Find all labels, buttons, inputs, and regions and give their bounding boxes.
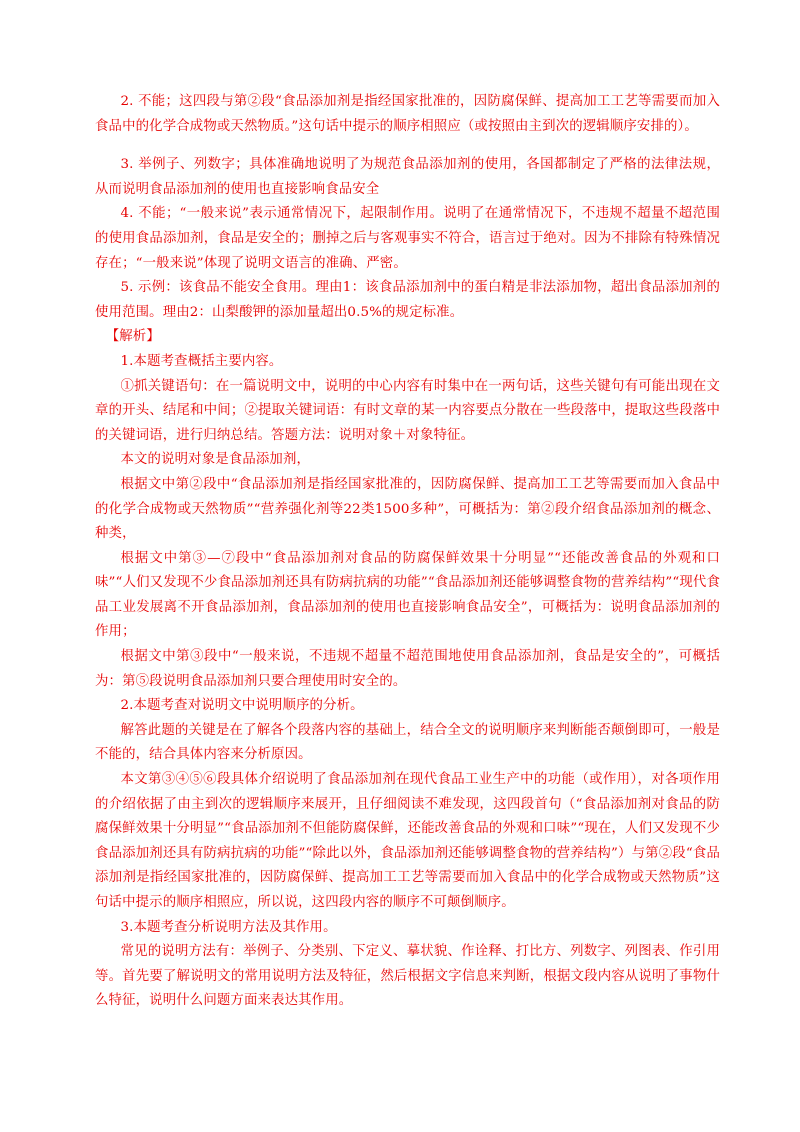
answer-4: 4. 不能；“一般来说”表示通常情况下，起限制作用。说明了在通常情况下，不违规不超量不超范围的使用食品添加剂，食品是安全的；删掉之后与客观事实不符合，语言过于绝对。因为不排除有特殊情况存在；“一般来说”体现了说明文语言的准确、严密。 — [95, 206, 720, 271]
analysis-paragraph: 3.本题考查分析说明方法及其作用。 — [120, 919, 337, 935]
analysis-paragraph: 本文的说明对象是食品添加剂， — [120, 452, 311, 468]
answer-5: 5. 示例：该食品不能安全食用。理由1：该食品添加剂中的蛋白精是非法添加物，超出食品添加剂的使用范围。理由2：山梨酸钾的添加量超出0.5%的规定标准。 — [95, 280, 720, 320]
analysis-paragraph: 2.本题考查对说明文中说明顺序的分析。 — [120, 698, 364, 714]
paragraph-gap — [95, 139, 720, 153]
analysis-paragraph: 1.本题考查概括主要内容。 — [120, 353, 283, 369]
analysis-paragraph: 常见的说明方法有：举例子、分类别、下定义、摹状貌、作诠释、打比方、列数字、列图表、作引用等。首先要了解说明文的常用说明方法及特征，然后根据文字信息来判断，根据文段内容从说明了事物什么特征，说明什么问题方面来表达其作用。 — [95, 944, 720, 1009]
analysis-paragraph: 解答此题的关键是在了解各个段落内容的基础上，结合全文的说明顺序来判断能否颠倒即可，一般是不能的，结合具体内容来分析原因。 — [95, 722, 720, 763]
analysis-paragraph: 根据文中第②段中“食品添加剂是指经国家批准的，因防腐保鲜、提高加工工艺等需要而加入食品中的化学合成物或天然物质”“营养强化剂等22类1500多种”，可概括为：第②段介绍食品添加剂的概念、种类， — [95, 476, 720, 542]
analysis-paragraph: 根据文中第③段中“一般来说，不违规不超量不超范围地使用食品添加剂，食品是安全的”，可概括为：第⑤段说明食品添加剂只要合理使用时安全的。 — [95, 649, 720, 689]
answer-content — [95, 90, 720, 1014]
analysis-paragraph: 根据文中第③—⑦段中“食品添加剂对食品的防腐保鲜效果十分明显”“还能改善食品的外观和口味”“人们又发现不少食品添加剂还具有防病抗病的功能”“食品添加剂还能够调整食物的营养结构”“现代食品工业发展离不开食品添加剂，食品添加剂的使用也直接影响食品安全”，可概括为：说明食品添加剂的作用； — [95, 550, 720, 640]
answer-3: 3. 举例子、列数字；具体准确地说明了为规范食品添加剂的使用，各国都制定了严格的法律法规，从而说明食品添加剂的使用也直接影响食品安全 — [95, 157, 720, 197]
answer-2: 2. 不能；这四段与第②段“食品添加剂是指经国家批准的，因防腐保鲜、提高加工工艺等需要而加入食品中的化学合成物或天然物质。”这句话中提示的顺序相照应（或按照由主到次的逻辑顺序安排的）。 — [95, 94, 720, 134]
analysis-paragraph: ①抓关键语句：在一篇说明文中，说明的中心内容有时集中在一两句话，这些关键句有可能出现在文章的开头、结尾和中间；②提取关键词语：有时文章的某一内容要点分散在一些段落中，提取这些段落中的关键词语，进行归纳总结。答题方法：说明对象＋对象特征。 — [95, 378, 720, 443]
analysis-heading: 【解析】 — [105, 329, 160, 345]
analysis-paragraph: 本文第③④⑤⑥段具体介绍说明了食品添加剂在现代食品工业生产中的功能（或作用），对各项作用的介绍依据了由主到次的逻辑顺序来展开，且仔细阅读不难发现，这四段首句（“食品添加剂对食品的防腐保鲜效果十分明显”“食品添加剂不但能防腐保鲜，还能改善食品的外观和口味”“现在，人们又发现不少食品添加剂还具有防病抗病的功能”“除此以外，食品添加剂还能够调整食物的营养结构”）与第②段“食品添加剂是指经国家批准的，因防腐保鲜、提高加工工艺等需要而加入食品中的化学合成物或天然物质”这句话中提示的顺序相照应，所以说，这四段内容的顺序不可颠倒顺序。 — [95, 772, 720, 910]
